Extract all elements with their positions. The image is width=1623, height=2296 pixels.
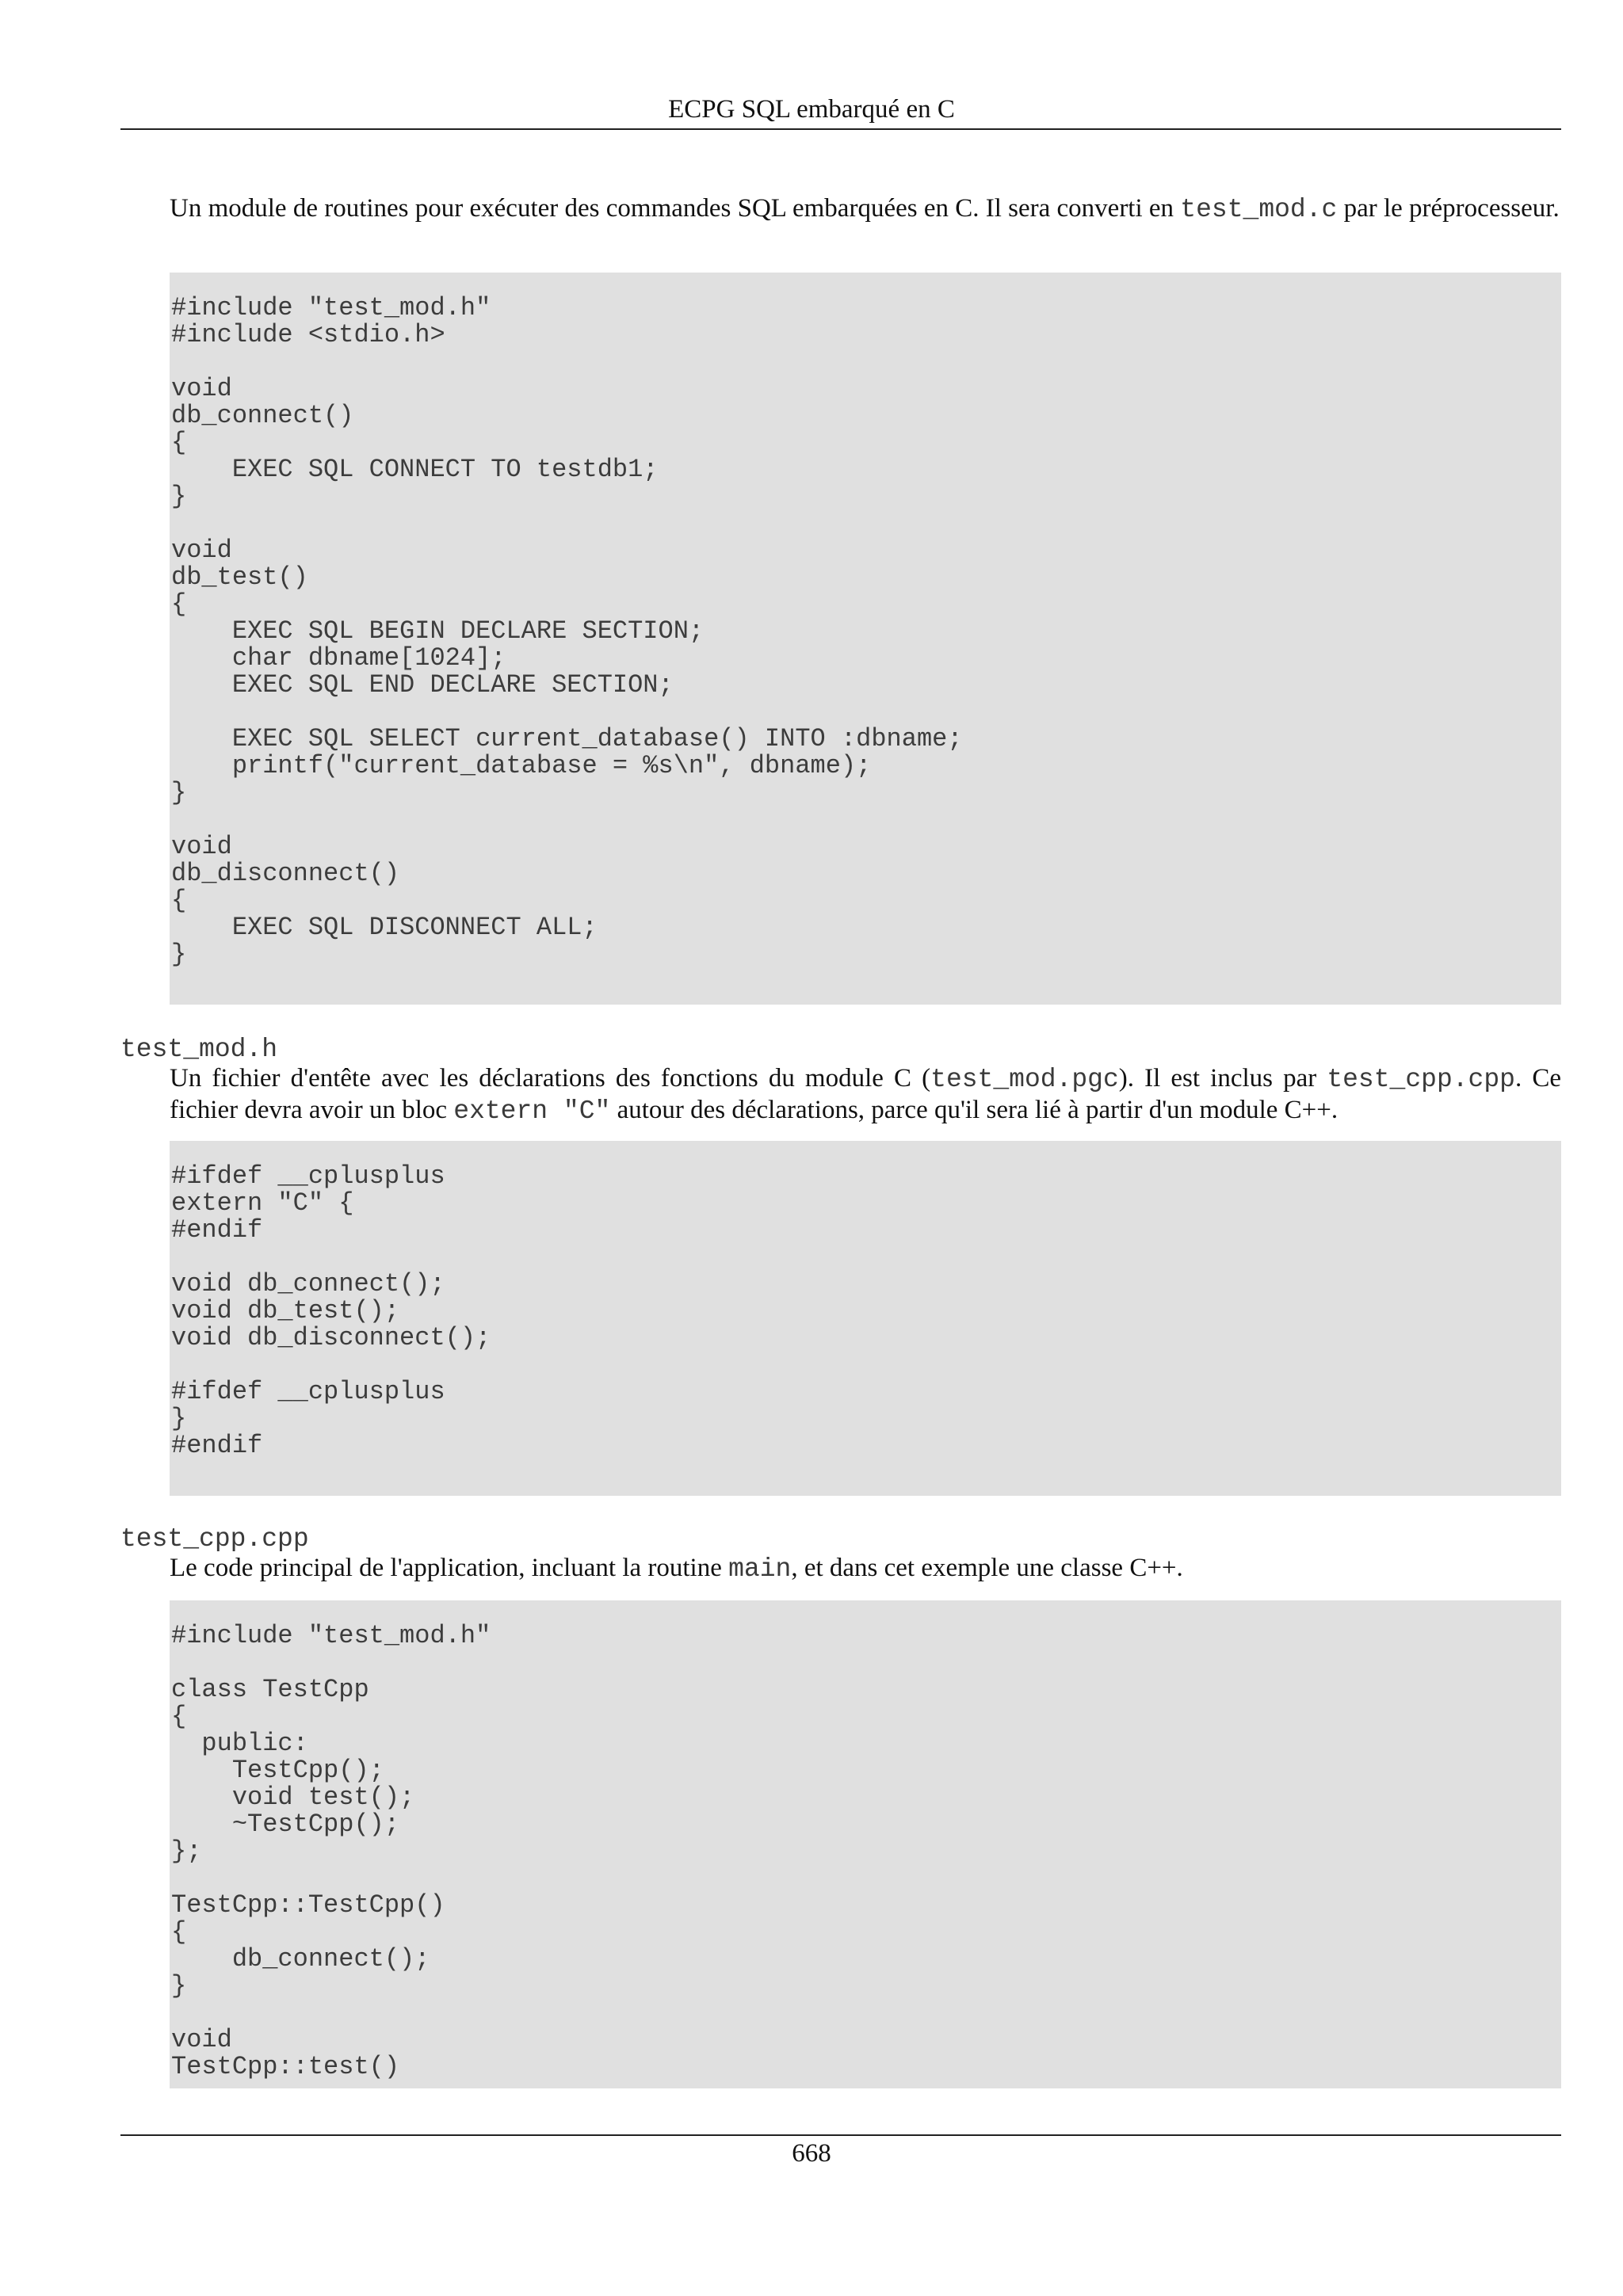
header-file-code-listing: #ifdef __cplusplus extern "C" { #endif void db_connect(); void db_test(); void db_disconnect(); #ifdef __cplusplus } #endif: [170, 1141, 1561, 1496]
header-file-description: [170, 1063, 1561, 1127]
header-file-text-3: . Ce fichier devra avoir un bloc: [170, 1064, 1561, 1124]
header-file-code-3: extern "C": [453, 1097, 611, 1126]
cpp-file-text-1: Le code principal de l'application, incluant la routine: [170, 1554, 729, 1582]
cpp-file-term: test_cpp.cpp: [120, 1524, 309, 1554]
module-code-listing: #include "test_mod.h" #include <stdio.h> void db_connect() { EXEC SQL CONNECT TO testdb1; } void db_test() { EXEC SQL BEGIN DECLARE SECTION; char dbname[1024]; EXEC SQL END DECLARE SECTION; EXEC SQL SELECT current_database() INTO :dbname; printf("current_database = %s\n", dbname); } void db_disconnect() { EXEC SQL DISCONNECT ALL; }: [170, 273, 1561, 1005]
header-file-text-2: ). Il est inclus par: [1118, 1064, 1327, 1093]
cpp-code-listing: #include "test_mod.h" class TestCpp { public: TestCpp(); void test(); ~TestCpp(); }; TestCpp::TestCpp() { db_connect(); } void TestCpp::test(): [170, 1600, 1561, 2088]
header-file-text-4: autour des déclarations, parce qu'il sera lié à partir d'un module C++.: [610, 1096, 1338, 1124]
module-intro-paragraph: [170, 193, 1561, 225]
header-file-text-1: Un fichier d'entête avec les déclarations des fonctions du module C (: [170, 1064, 931, 1093]
header-file-code-2: test_cpp.cpp: [1327, 1065, 1515, 1094]
cpp-file-description: [170, 1553, 1561, 1585]
page-number: 668: [792, 2139, 831, 2168]
cpp-file-code-1: main: [728, 1554, 792, 1584]
module-intro-text-before: Un module de routines pour exécuter des commandes SQL embarquées en C. Il sera converti en: [170, 194, 1181, 223]
page-header-title: ECPG SQL embarqué en C: [668, 95, 955, 124]
cpp-file-text-2: , et dans cet exemple une classe C++.: [791, 1554, 1183, 1582]
header-rule: [120, 128, 1561, 130]
header-file-code-1: test_mod.pgc: [930, 1065, 1119, 1094]
footer-rule: [120, 2134, 1561, 2136]
module-intro-text-after: par le préprocesseur.: [1337, 194, 1560, 223]
header-file-term: test_mod.h: [120, 1035, 278, 1064]
module-intro-filename: test_mod.c: [1180, 195, 1338, 224]
